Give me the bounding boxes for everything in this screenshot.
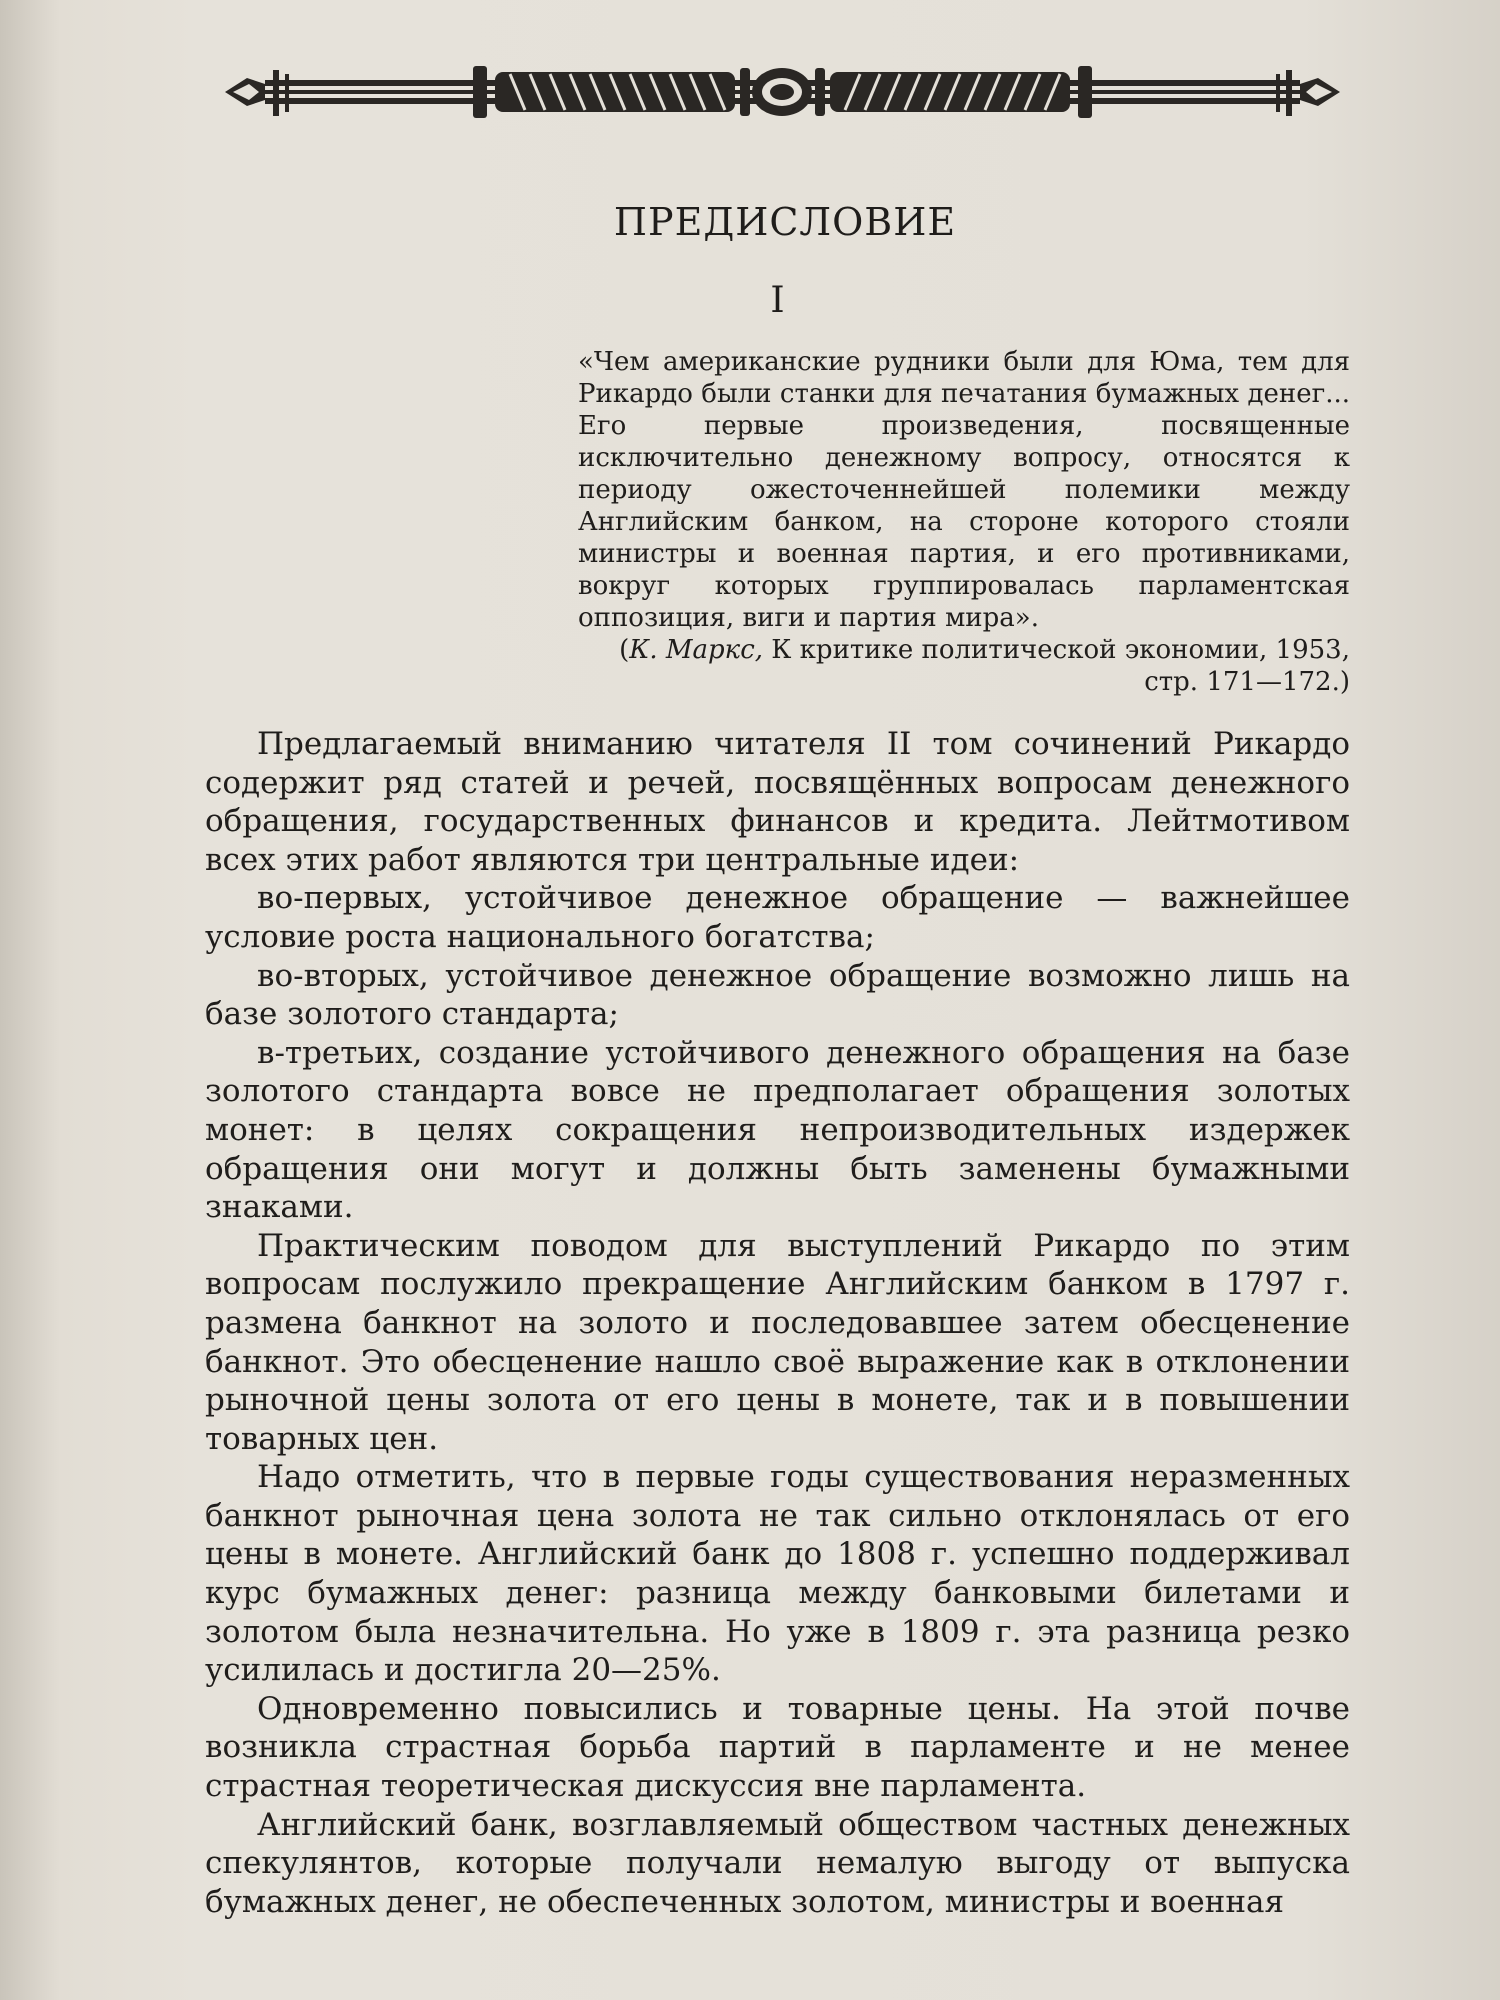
body-paragraph: во-вторых, устойчивое денежное обращение возможно лишь на базе золотого стандарта; — [205, 957, 1350, 1033]
citation-work: К критике политической экономии, 1953, стр. 171—172.) — [763, 635, 1350, 697]
body-paragraph: Предлагаемый вниманию читателя II том сочинений Рикардо содержит ряд статей и речей, посвящённых вопросам денежного обращения, государственных финансов и кредита. Лейтмотивом всех этих работ являются три центральные идеи: — [205, 726, 1350, 878]
body-paragraph: Английский банк, возглавляемый обществом частных денежных спекулянтов, которые получали немалую выгоду от выпуска бумажных денег, не обеспеченных золотом, министры и военная — [205, 1806, 1350, 1920]
body-paragraph: Одновременно повысились и товарные цены. На этой почве возникла страстная борьба партий в парламенте и не менее страстная теоретическая дискуссия вне парламента. — [205, 1690, 1350, 1805]
epigraph-quote: «Чем американские рудники были для Юма, тем для Рикардо были станки для печатания бумажных денег... Его первые произведения, посвященные исключительно денежному вопросу, относятся к периоду ожесточеннейшей полемики между Английским банком, на стороне которого стояли министры и военная партия, и его противниками, вокруг которых группировалась парламентская оппозиция, виги и партия мира». — [578, 347, 1350, 633]
body-paragraph: во-первых, устойчивое денежное обращение — важнейшее условие роста национального богатства; — [205, 880, 1350, 955]
decorative-rule-ornament — [225, 58, 1340, 128]
epigraph-citation — [578, 634, 1350, 698]
page-title: ПРЕДИСЛОВИЕ — [613, 200, 957, 244]
citation-open: ( — [619, 635, 630, 665]
citation-author: К. Маркс, — [629, 635, 764, 665]
body-text — [205, 725, 1350, 1921]
body-paragraph: Практическим поводом для выступлений Рикардо по этим вопросам послужило прекращение Английским банком в 1797 г. размена банкнот на золото и последовавшее затем обесценение банкнот. Это обесценение нашло своё выражение как в отклонении рыночной цены золота от его цены в монете, так и в повышении товарных цен. — [205, 1227, 1350, 1457]
body-paragraph: в-третьих, создание устойчивого денежного обращения на базе золотого стандарта вовсе не предполагает обращения золотых монет: в целях сокращения непроизводительных издержек обращения они могут и должны быть заменены бумажными знаками. — [205, 1034, 1350, 1226]
body-paragraph: Надо отметить, что в первые годы существования неразменных банкнот рыночная цена золота не так сильно отклонялась от его цены в монете. Английский банк до 1808 г. успешно поддерживал курс бумажных денег: разница между банковыми билетами и золотом была незначительна. Но уже в 1809 г. эта разница резко усилилась и достигла 20—25%. — [205, 1459, 1350, 1689]
section-number: I — [770, 280, 785, 321]
